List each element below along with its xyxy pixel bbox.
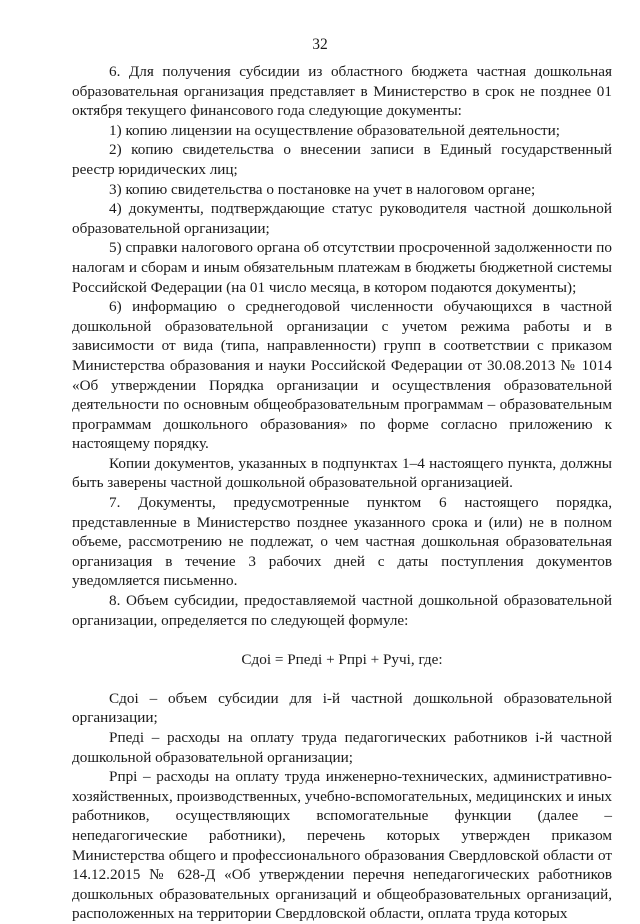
subsidy-formula: Сдоi = Рпедi + Рпрi + Ручi, где: — [241, 651, 443, 669]
paragraph-item-8: 8. Объем субсидии, предоставляемой частной дошкольной образовательной организации, определяется по следующей формуле: — [72, 592, 612, 629]
list-item-tax-debt-reference: 5) справки налогового органа об отсутствии просроченной задолженности по налогам и сборам и иным обязательным платежам в бюджеты бюджетной системы Российской Федерации (на 01 число месяца, в котором подаются документы); — [72, 239, 612, 296]
definition-rped: Рпедi – расходы на оплату труда педагогических работников i-й частной дошкольной образовательной организации; — [72, 729, 612, 766]
document-body — [72, 62, 612, 924]
page-number: 32 — [312, 36, 328, 53]
paragraph-copies-certified: Копии документов, указанных в подпунктах 1–4 настоящего пункта, должны быть заверены частной дошкольной образовательной организацией. — [72, 454, 612, 492]
list-item-registry-certificate: 2) копию свидетельства о внесении записи в Единый государственный реестр юридических лиц; — [72, 141, 612, 178]
list-item-student-count: 6) информацию о среднегодовой численности обучающихся в частной дошкольной образовательной организации с учетом режима работы и в зависимости от вида (типа, направленности) групп в соответствии с приказом Министерства образования и науки Российской Федерации от 30.08.2013 № 1014 «Об утверждении Порядка организации и осуществления образовательной деятельности по основным общеобразовательным программам – образовательным программам дошкольного образования» по форме согласно приложению к настоящему порядку. — [72, 298, 612, 453]
paragraph-item-6: 6. Для получения субсидии из областного бюджета частная дошкольная образовательная организация представляет в Министерство в срок не позднее 01 октября текущего финансового года следующие документы: — [72, 63, 612, 120]
paragraph-item-7: 7. Документы, предусмотренные пунктом 6 настоящего порядка, представленные в Министерство позднее указанного срока и (или) не в полном объеме, рассмотрению не подлежат, о чем частная дошкольная образовательная организация в течение 3 рабочих дней с даты поступления документов уведомляется письменно. — [72, 494, 612, 590]
definition-rpr: Рпрi – расходы на оплату труда инженерно-технических, административно-хозяйственных, производственных, учебно-вспомогательных, медицинских и иных работников, осуществляющих вспомогательные функции (далее – непедагогические работники), перечень которых утвержден приказом Министерства общего и профессионального образования Свердловской области от 14.12.2015 № 628-Д «Об утверждении перечня непедагогических работников дошкольных образовательных организаций и общеобразовательных организаций, расположенных на территории Свердловской области, оплата труда которых — [72, 768, 612, 923]
list-item-director-documents: 4) документы, подтверждающие статус руководителя частной дошкольной образовательной организации; — [72, 200, 612, 237]
list-item-license: 1) копию лицензии на осуществление образовательной деятельности; — [109, 121, 561, 139]
list-item-tax-certificate: 3) копию свидетельства о постановке на учет в налоговом органе; — [109, 180, 536, 198]
definition-sdo: Сдоi – объем субсидии для i-й частной дошкольной образовательной организации; — [72, 689, 612, 727]
